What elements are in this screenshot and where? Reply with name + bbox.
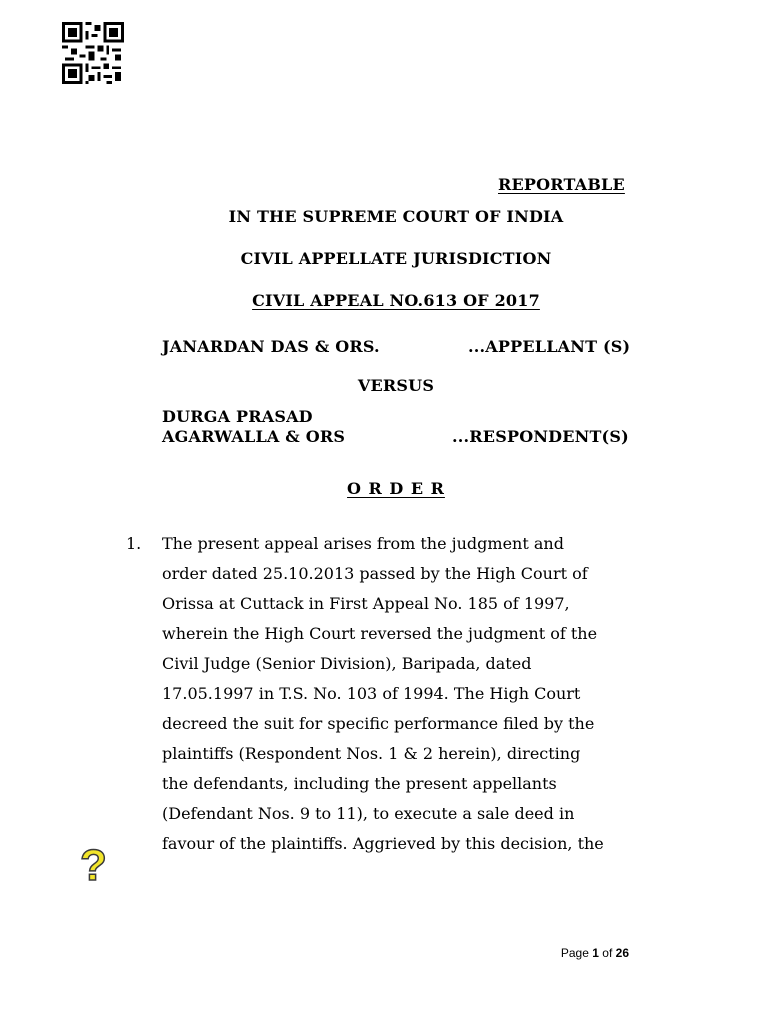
page-number — [500, 946, 629, 960]
appellant-role: ...APPELLANT (S) — [468, 337, 631, 356]
paragraph-line: Civil Judge (Senior Division), Baripada, dated — [162, 654, 532, 673]
reportable-label: REPORTABLE — [498, 175, 625, 194]
paragraph-line: 17.05.1997 in T.S. No. 103 of 1994. The High Court — [162, 684, 581, 703]
paragraph-line: decreed the suit for specific performance filed by the — [162, 714, 595, 733]
paragraph-line: order dated 25.10.2013 passed by the High Court of — [162, 564, 588, 583]
court-title: IN THE SUPREME COURT OF INDIA — [228, 207, 564, 226]
paragraph-line: Orissa at Cuttack in First Appeal No. 185 of 1997, — [162, 594, 570, 613]
paragraph-line: the defendants, including the present appellants — [162, 774, 557, 793]
paragraph-line: The present appeal arises from the judgment and — [162, 534, 564, 553]
paragraph-line: favour of the plaintiffs. Aggrieved by this decision, the — [162, 834, 604, 853]
page-total: 26 — [615, 946, 629, 960]
paragraph-number: 1. — [126, 534, 142, 553]
page-current: 1 — [592, 946, 599, 960]
order-heading: O R D E R — [347, 479, 445, 498]
paragraph-line: (Defendant Nos. 9 to 11), to execute a sale deed in — [162, 804, 575, 823]
qr-code-icon — [62, 22, 124, 84]
paragraph-line: wherein the High Court reversed the judgment of the — [162, 624, 598, 643]
jurisdiction-title: CIVIL APPELLATE JURISDICTION — [240, 249, 552, 268]
question-mark-icon: ? — [80, 841, 107, 890]
paragraph-body — [162, 529, 629, 859]
respondent-role: ...RESPONDENT(S) — [452, 427, 629, 446]
versus-label: VERSUS — [357, 376, 435, 395]
case-number: CIVIL APPEAL NO.613 OF 2017 — [252, 291, 540, 310]
respondent-name-line1: DURGA PRASAD — [162, 407, 313, 426]
page-of: of — [602, 946, 613, 960]
page-word: Page — [560, 946, 589, 960]
appellant-name: JANARDAN DAS & ORS. — [162, 337, 380, 356]
respondent-name-line2: AGARWALLA & ORS — [162, 427, 346, 446]
paragraph-line: plaintiffs (Respondent Nos. 1 & 2 herein), directing — [162, 744, 581, 763]
